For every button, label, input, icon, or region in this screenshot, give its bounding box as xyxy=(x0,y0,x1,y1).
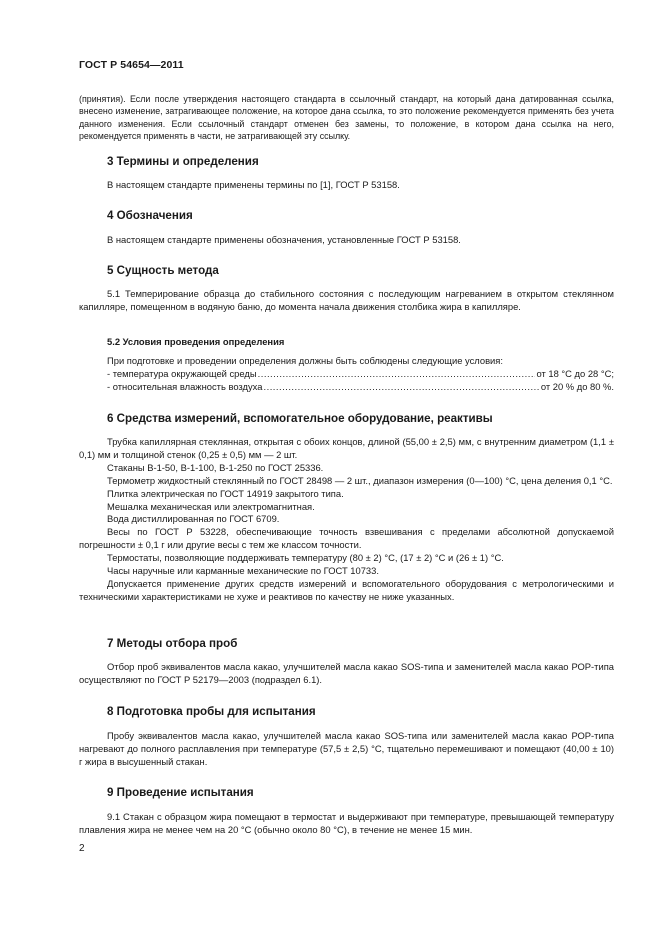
section-6-item: Мешалка механическая или электромагнитная. xyxy=(107,500,315,512)
section-5-2-title: 5.2 Условия проведения определения xyxy=(107,336,285,347)
section-7-text: Отбор проб эквивалентов масла какао, улучшителей масла какао SOS-типа и заменителей масла какао РОР-типа осуществляют по ГОСТ Р 52179—2003 (подраздел 6.1). xyxy=(79,661,614,685)
section-6-item: Вода дистиллированная по ГОСТ 6709. xyxy=(107,513,280,525)
section-6-item: Стаканы В-1-50, В-1-100, В-1-250 по ГОСТ 25336. xyxy=(107,461,324,473)
page-number: 2 xyxy=(79,843,85,854)
condition-humidity-label: - относительная влажность воздуха xyxy=(107,380,263,392)
section-7-body xyxy=(79,661,614,687)
condition-temperature-label: - температура окружающей среды xyxy=(107,367,257,379)
intro-text: (принятия). Если после утверждения настоящего стандарта в ссылочный стандарт, на который дана датированная ссылка, внесено изменение, затрагивающее положение, на которое дана ссылка, то это положение рекомендуется применять без учета данного изменения. Если ссылочный стандарт отменен без замены, то положение, в котором дана ссылка на него, рекомендуется применять в части, не затрагивающей эту ссылку. xyxy=(79,94,614,142)
section-6-item: Плитка электрическая по ГОСТ 14919 закрытого типа. xyxy=(107,487,344,499)
section-3-text: В настоящем стандарте применены термины по [1], ГОСТ Р 53158. xyxy=(107,179,400,190)
section-8-title: 8 Подготовка пробы для испытания xyxy=(107,705,316,718)
section-9-body xyxy=(79,811,614,837)
condition-humidity-value: от 20 % до 80 %. xyxy=(540,380,614,392)
condition-temperature-value: от 18 °С до 28 °С; xyxy=(536,367,614,379)
section-6-body xyxy=(79,436,614,604)
section-5-body xyxy=(79,288,614,314)
section-5-2-text: При подготовке и проведении определения должны быть соблюдены следующие условия: xyxy=(107,355,503,366)
section-7-title: 7 Методы отбора проб xyxy=(107,637,238,650)
section-4-body xyxy=(79,234,614,247)
section-3-title: 3 Термины и определения xyxy=(107,155,259,168)
section-6-item: Термометр жидкостный стеклянный по ГОСТ 28498 — 2 шт., диапазон измерения (0—100) °С, цена деления 0,1 °С. xyxy=(107,474,613,486)
section-9-text: 9.1 Стакан с образцом жира помещают в термостат и выдерживают при температуре, превышающей температуру плавления жира не менее чем на 20 °С (обычно около 80 °С), в течение не менее 15 мин. xyxy=(79,811,614,835)
section-5-title: 5 Сущность метода xyxy=(107,264,219,277)
section-3-body xyxy=(79,179,614,192)
section-5-1-text: 5.1 Темперирование образца до стабильного состояния с последующим нагреванием в открытом стеклянном капилляре, помещенном в водяную баню, до момента начала движения столбика жира в капилляре. xyxy=(79,288,614,312)
section-6-item: Весы по ГОСТ Р 53228, обеспечивающие точность взвешивания с пределами абсолютной допускаемой погрешности ± 0,1 г или другие весы с тем же классом точности. xyxy=(79,526,614,551)
section-5-2-body xyxy=(79,355,614,394)
intro-paragraph xyxy=(79,93,614,143)
section-6-item: Трубка капиллярная стеклянная, открытая с обоих концов, длиной (55,00 ± 2,5) мм, с внутренним диаметром (1,1 ± 0,1) мм и толщиной стенок (0,25 ± 0,5) мм — 2 шт. xyxy=(79,436,614,460)
section-6-item: Часы наручные или карманные механические по ГОСТ 10733. xyxy=(107,565,379,577)
section-8-body xyxy=(79,730,614,769)
section-6-item: Термостаты, позволяющие поддерживать температуру (80 ± 2) °С, (17 ± 2) °С и (26 ± 1) °С. xyxy=(107,552,504,564)
section-4-title: 4 Обозначения xyxy=(107,209,193,222)
leader-dots xyxy=(258,368,536,381)
section-9-title: 9 Проведение испытания xyxy=(107,786,254,799)
leader-dots xyxy=(263,381,539,394)
condition-humidity xyxy=(79,381,614,394)
condition-temperature xyxy=(79,368,614,381)
section-6-title: 6 Средства измерений, вспомогательное оборудование, реактивы xyxy=(107,412,493,425)
section-6-item: Допускается применение других средств измерений и вспомогательного оборудования с метрологическими и техническими характеристиками не хуже и реактивов по качеству не ниже указанных. xyxy=(79,577,614,602)
section-8-text: Пробу эквивалентов масла какао, улучшителей масла какао SOS-типа или заменителей масла какао РОР-типа нагревают до полного расплавления при температуре (57,5 ± 2,5) °С, тщательно перемешивают и помещают (40,00 ± 10) г жира в высушенный стакан. xyxy=(79,730,614,767)
section-4-text: В настоящем стандарте применены обозначения, установленные ГОСТ Р 53158. xyxy=(107,234,461,245)
document-header: ГОСТ Р 54654—2011 xyxy=(79,59,184,71)
